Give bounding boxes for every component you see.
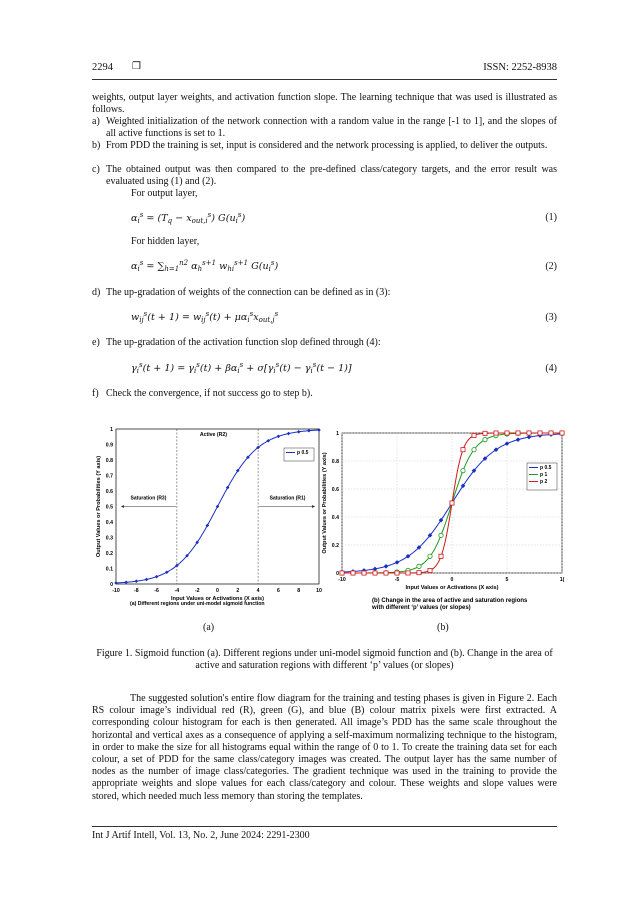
x-tick-label: -2 bbox=[194, 588, 200, 594]
y-axis-label: Output Values or Probabilities (Y axis) bbox=[96, 455, 102, 558]
data-point bbox=[395, 571, 399, 575]
x-tick-label: 2 bbox=[236, 588, 240, 594]
data-point bbox=[450, 501, 454, 505]
y-tick-label: 0.2 bbox=[331, 543, 339, 549]
data-point bbox=[560, 431, 564, 435]
y-tick-label: 0.6 bbox=[105, 489, 113, 495]
sigmoid-chart-a bbox=[92, 421, 332, 613]
data-point bbox=[527, 431, 531, 435]
step-text: The up-gradation of the activation function slop defined through (4): bbox=[106, 337, 381, 348]
chart-title: (a) Different regions under uni-model sigmoid function bbox=[130, 601, 265, 607]
x-tick-label: -4 bbox=[174, 588, 180, 594]
step-f bbox=[92, 388, 557, 400]
subfigure-label-b: (b) bbox=[437, 622, 449, 633]
legend-label: p 2 bbox=[540, 479, 548, 485]
x-tick-label: 10 bbox=[316, 588, 322, 594]
equation-4: $\gamma_i^s(t + 1) = \gamma_i^s(t) + \beta\alpha_i^s + \sigma[\gamma_i^s(t) - \gamma_i^s(t - 1)]$ bbox=[131, 361, 352, 375]
data-point bbox=[549, 431, 553, 435]
data-point bbox=[439, 533, 443, 537]
y-tick-label: 0.9 bbox=[105, 442, 113, 449]
step-label: a) bbox=[92, 116, 100, 127]
y-tick-label: 0.7 bbox=[105, 473, 113, 480]
legend-label: p 0.5 bbox=[297, 450, 309, 456]
step-text: Weighted initialization of the network connection with a random value in the range [-1 to 1], and the slopes of all active functions is set to 1. bbox=[106, 116, 557, 140]
y-tick-label: 0.4 bbox=[331, 515, 339, 521]
data-point bbox=[340, 571, 344, 575]
data-point bbox=[351, 571, 355, 575]
step-text: Check the convergence, if not success go to step b). bbox=[106, 388, 313, 399]
y-tick-label: 0.8 bbox=[331, 459, 339, 465]
data-point bbox=[428, 568, 432, 572]
data-point bbox=[373, 571, 377, 575]
header-rule bbox=[92, 79, 557, 80]
step-label: d) bbox=[92, 287, 101, 298]
step-label: c) bbox=[92, 164, 100, 175]
data-point bbox=[461, 468, 465, 472]
data-point bbox=[494, 431, 498, 435]
equation-2-number: (2) bbox=[545, 261, 557, 272]
data-point bbox=[483, 437, 487, 441]
output-layer-label: For output layer, bbox=[131, 188, 198, 199]
x-tick-label: -6 bbox=[154, 588, 159, 594]
data-point bbox=[384, 571, 388, 575]
data-point bbox=[538, 431, 542, 435]
issn: ISSN: 2252-8938 bbox=[483, 62, 557, 73]
data-point bbox=[417, 571, 421, 575]
chart-title: (b) Change in the area of active and saturation regions bbox=[372, 598, 528, 604]
y-tick-label: 0.5 bbox=[105, 504, 113, 511]
data-point bbox=[461, 448, 465, 452]
equation-1-number: (1) bbox=[545, 212, 557, 223]
x-tick-label: -5 bbox=[394, 577, 400, 583]
x-tick-label: -8 bbox=[133, 588, 139, 594]
data-point bbox=[406, 571, 410, 575]
step-e bbox=[92, 337, 557, 349]
y-tick-label: 0.6 bbox=[331, 487, 339, 493]
annotation-saturation-left: Saturation (R3) bbox=[130, 495, 167, 502]
y-tick-label: 0.3 bbox=[105, 535, 113, 542]
subfigure-label-a: (a) bbox=[203, 622, 215, 633]
step-text: The up-gradation of weights of the connection can be defined as in (3): bbox=[106, 287, 391, 298]
equation-3: $w_{ij}^s(t + 1) = w_{ij}^s(t) + \mu\alpha_i^sx_{out,j}^s$ bbox=[131, 310, 279, 324]
x-tick-label: 0 bbox=[450, 577, 454, 583]
y-tick-label: 1 bbox=[110, 427, 113, 433]
data-point bbox=[428, 554, 432, 558]
chart-title: with different ‘p’ values (or slopes) bbox=[372, 605, 471, 611]
data-point bbox=[516, 431, 520, 435]
footer-citation: Int J Artif Intell, Vol. 13, No. 2, June 2024: 2291-2300 bbox=[92, 830, 310, 841]
step-text: The obtained output was then compared to the pre-defined class/category targets, and the error result was evaluated using (1) and (2). bbox=[106, 164, 557, 188]
annotation-saturation-right: Saturation (R1) bbox=[269, 495, 306, 502]
equation-2: $\alpha_i^s = \sum_{h=1}^{n2}$ $\alpha_h^{s+1}$ $w_{hi}^{s+1}$ $G(u_i^s)$ bbox=[131, 259, 279, 273]
y-tick-label: 0.2 bbox=[105, 551, 113, 557]
x-tick-label: -10 bbox=[112, 588, 120, 594]
footer-rule bbox=[92, 826, 557, 827]
y-axis-label: Output Values or Probabilities (Y axis) bbox=[322, 452, 328, 554]
data-point bbox=[362, 571, 366, 575]
equation-1: $\alpha_i^s = (T_q - x_{out,i}^s)$ $G(u_i^s)$ bbox=[131, 211, 246, 225]
step-b bbox=[92, 140, 557, 152]
x-tick-label: 1( bbox=[559, 577, 565, 583]
intro-paragraph: weights, output layer weights, and activation function slope. The learning technique that was used is illustrated as follows. bbox=[92, 92, 557, 116]
data-point bbox=[505, 431, 509, 435]
x-axis-label: Input Values or Activations (X axis) bbox=[405, 585, 499, 591]
figure-caption: Figure 1. Sigmoid function (a). Different regions under uni-model sigmoid function and (b). Change in the area of active and saturation regions with different ‘p’ values (or slopes) bbox=[96, 648, 553, 672]
data-point bbox=[483, 431, 487, 435]
y-tick-label: 0.8 bbox=[105, 458, 113, 464]
data-point bbox=[472, 433, 476, 437]
step-label: f) bbox=[92, 388, 99, 399]
step-text: From PDD the training is set, input is considered and the network processing is applied, to deliver the outputs. bbox=[106, 140, 548, 151]
hidden-layer-label: For hidden layer, bbox=[131, 236, 200, 247]
equation-3-number: (3) bbox=[545, 312, 557, 323]
annotation-active: Active (R2) bbox=[199, 431, 227, 438]
x-axis-label: Input Values or Activations (X axis) bbox=[170, 596, 265, 602]
step-label: e) bbox=[92, 337, 100, 348]
y-tick-label: 0.1 bbox=[105, 566, 113, 573]
y-tick-label: 1 bbox=[336, 431, 339, 437]
data-point bbox=[472, 448, 476, 452]
step-a bbox=[92, 116, 557, 140]
step-c bbox=[92, 164, 557, 188]
legend-label: p 1 bbox=[540, 472, 548, 478]
data-point bbox=[417, 564, 421, 568]
x-tick-label: 8 bbox=[297, 588, 301, 594]
body-paragraph: The suggested solution's entire flow diagram for the training and testing phases is given in Figure 2. Each RS colour image’s individual red (R), green (G), and blue (B) colour matrix pixels were first extracted. A corresponding colour histogram for each is then generated. All image’s PDD has the same scale throughout the horizontal and vertical axes as a consequence of applying a self-maximum normalizing technique to the histogram, in order to make the size for all histograms equal within the range of 0 to 1. To create the training data set for each colour, a set of PDD for the same class/category images was created. The output layer has the same number of nodes as the number of image class/categories. The gradient technique was used in the training to provide the appropriate weights and slope values for each class/category and colour. These weights and slope values were stored, which needed much less memory than storing the templates. bbox=[92, 693, 557, 802]
x-tick-label: 4 bbox=[256, 588, 260, 594]
step-label: b) bbox=[92, 140, 101, 151]
legend-label: p 0.5 bbox=[540, 465, 552, 471]
data-point bbox=[439, 554, 443, 558]
y-tick-label: 0.4 bbox=[105, 520, 113, 526]
y-tick-label: 0 bbox=[336, 571, 339, 577]
x-tick-label: -10 bbox=[338, 577, 346, 583]
step-d bbox=[92, 287, 557, 299]
y-tick-label: 0 bbox=[110, 582, 113, 588]
page-number: 2294 bbox=[92, 62, 113, 73]
box-icon: ❒ bbox=[132, 61, 141, 72]
x-tick-label: 6 bbox=[276, 588, 280, 594]
x-tick-label: 5 bbox=[505, 577, 509, 583]
x-tick-label: 0 bbox=[216, 588, 219, 594]
equation-4-number: (4) bbox=[545, 363, 557, 374]
sigmoid-chart-b bbox=[322, 421, 572, 613]
